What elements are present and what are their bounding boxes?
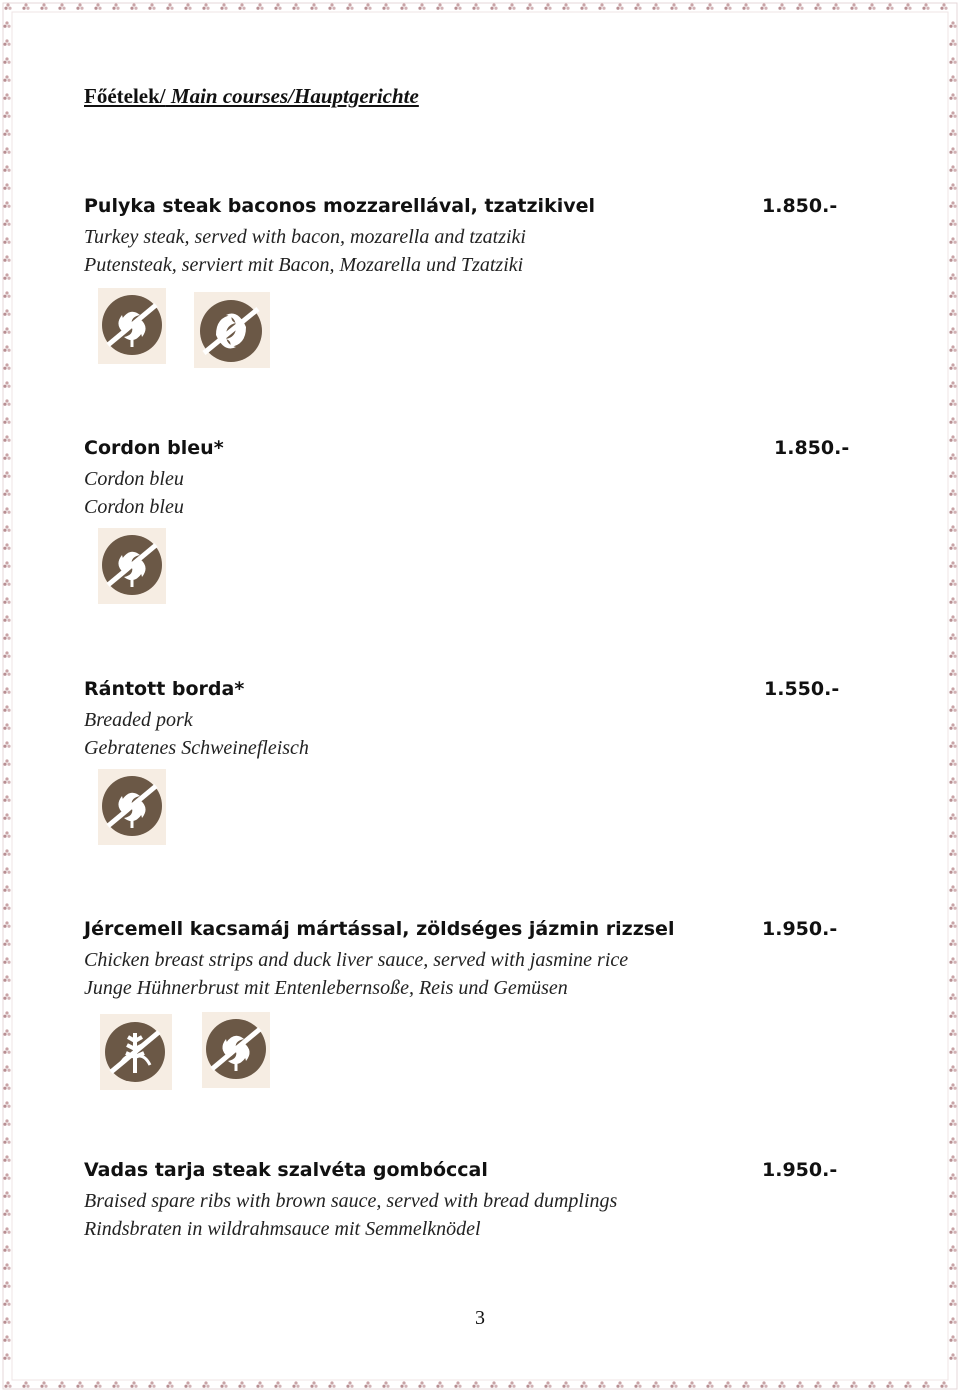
border-flower [949, 507, 956, 513]
border-flower [949, 759, 956, 765]
border-flower [949, 777, 956, 783]
menu-item [84, 437, 850, 521]
border-flower [3, 543, 10, 549]
border-flower [949, 1209, 956, 1215]
border-flower [3, 363, 10, 369]
border-flower [949, 57, 956, 63]
border-flower [949, 273, 956, 279]
border-flower [949, 1083, 956, 1089]
border-flower [256, 3, 263, 9]
border-flower [949, 741, 956, 747]
border-flower [310, 1381, 317, 1387]
border-flower [508, 3, 515, 9]
item-price: 1.950.- [762, 1159, 838, 1181]
border-flower [850, 1381, 857, 1387]
border-flower [166, 1381, 173, 1387]
border-flower [220, 1381, 227, 1387]
border-flower [382, 1381, 389, 1387]
item-german: Gebratenes Schweinefleisch [84, 737, 309, 759]
border-flower [3, 111, 10, 117]
border-flower [949, 795, 956, 801]
border-flower [3, 183, 10, 189]
border-flower [949, 471, 956, 477]
border-flower [3, 1173, 10, 1179]
border-flower [238, 1381, 245, 1387]
border-flower [346, 3, 353, 9]
item-name: Vadas tarja steak szalvéta gombóccal [84, 1159, 488, 1181]
border-flower [3, 651, 10, 657]
border-flower [364, 3, 371, 9]
border-flower [3, 1227, 10, 1233]
border-flower [382, 3, 389, 9]
border-flower [796, 3, 803, 9]
border-flower [3, 309, 10, 315]
border-flower [634, 3, 641, 9]
border-flower [3, 633, 10, 639]
border-flower [3, 993, 10, 999]
border-flower [220, 3, 227, 9]
border-flower [94, 3, 101, 9]
border-flower [949, 417, 956, 423]
border-flower [3, 759, 10, 765]
border-flower [3, 831, 10, 837]
border-flower [949, 39, 956, 45]
item-english: Chicken breast strips and duck liver sauce, served with jasmine rice [84, 949, 629, 971]
border-flower [949, 453, 956, 459]
border-flower [3, 165, 10, 171]
border-flower [904, 3, 911, 9]
border-flower [3, 615, 10, 621]
border-flower [949, 381, 956, 387]
item-english: Braised spare ribs with brown sauce, served with bread dumplings [84, 1190, 618, 1212]
border-flower [3, 471, 10, 477]
border-flower [148, 1381, 155, 1387]
border-flower [202, 3, 209, 9]
page-number: 3 [475, 1307, 485, 1329]
border-flower [3, 345, 10, 351]
border-flower [292, 1381, 299, 1387]
border-flower [3, 723, 10, 729]
border-flower [778, 1381, 785, 1387]
border-flower [3, 975, 10, 981]
border-flower [706, 3, 713, 9]
border-flower [3, 795, 10, 801]
border-flower [3, 597, 10, 603]
item-price: 1.850.- [774, 437, 850, 459]
item-price: 1.950.- [762, 918, 838, 940]
border-flower [3, 417, 10, 423]
border-flower [949, 831, 956, 837]
border-flower [940, 1381, 947, 1387]
border-flower [3, 129, 10, 135]
menu-item [84, 1159, 844, 1243]
border-flower [949, 849, 956, 855]
border-flower [3, 813, 10, 819]
border-flower [949, 723, 956, 729]
border-flower [949, 93, 956, 99]
border-flower [688, 3, 695, 9]
item-english: Turkey steak, served with bacon, mozarella and tzatziki [84, 226, 526, 248]
no-lactose-icon [194, 292, 270, 368]
border-flower [949, 345, 956, 351]
border-flower [148, 3, 155, 9]
border-flower [949, 1191, 956, 1197]
border-flower [949, 111, 956, 117]
border-flower [949, 561, 956, 567]
border-flower [742, 3, 749, 9]
no-gluten-icon [202, 1012, 270, 1088]
border-flower [832, 3, 839, 9]
border-flower [3, 327, 10, 333]
border-flower [3, 39, 10, 45]
border-flower [949, 363, 956, 369]
border-flower [3, 777, 10, 783]
border-flower [346, 1381, 353, 1387]
border-flower [949, 633, 956, 639]
border-flower [472, 3, 479, 9]
border-flower [544, 3, 551, 9]
border-flower [724, 1381, 731, 1387]
border-flower [3, 147, 10, 153]
border-flower [40, 1381, 47, 1387]
border-flower [130, 3, 137, 9]
border-flower [949, 1047, 956, 1053]
border-flower [949, 885, 956, 891]
border-flower [949, 309, 956, 315]
border-flower [949, 219, 956, 225]
border-flower [436, 3, 443, 9]
border-flower [292, 3, 299, 9]
border-flower [949, 147, 956, 153]
border-flower [949, 201, 956, 207]
border-flower [3, 1263, 10, 1269]
border-flower [949, 1173, 956, 1179]
border-flower [94, 1381, 101, 1387]
border-flower [634, 1381, 641, 1387]
border-flower [616, 3, 623, 9]
border-flower [850, 3, 857, 9]
border-flower [949, 1155, 956, 1161]
border-flower [949, 813, 956, 819]
border-flower [598, 3, 605, 9]
item-name: Jércemell kacsamáj mártással, zöldséges jázmin rizzsel [84, 918, 675, 940]
border-flower [310, 3, 317, 9]
border-flower [364, 1381, 371, 1387]
border-flower [949, 867, 956, 873]
border-flower [3, 489, 10, 495]
border-flower [3, 1191, 10, 1197]
border-flower [184, 3, 191, 9]
border-flower [400, 1381, 407, 1387]
border-flower [184, 1381, 191, 1387]
border-flower [454, 1381, 461, 1387]
border-flower [949, 939, 956, 945]
border-flower [949, 1227, 956, 1233]
border-flower [949, 1119, 956, 1125]
border-flower [949, 975, 956, 981]
border-flower [949, 993, 956, 999]
border-flower [949, 615, 956, 621]
no-gluten-icon [98, 769, 166, 845]
border-flower [3, 75, 10, 81]
border-flower [526, 3, 533, 9]
item-price: 1.550.- [764, 678, 840, 700]
item-price: 1.850.- [762, 195, 838, 217]
item-german: Cordon bleu [84, 496, 184, 518]
border-flower [949, 651, 956, 657]
border-flower [949, 705, 956, 711]
border-flower [508, 1381, 515, 1387]
border-flower [949, 597, 956, 603]
border-flower [940, 3, 947, 9]
border-flower [58, 1381, 65, 1387]
item-german: Junge Hühnerbrust mit Entenlebernsoße, Reis und Gemüsen [84, 977, 568, 999]
border-flower [490, 1381, 497, 1387]
border-flower [3, 1029, 10, 1035]
border-flower [922, 1381, 929, 1387]
border-flower [949, 291, 956, 297]
border-flower [886, 1381, 893, 1387]
border-flower [3, 867, 10, 873]
border-flower [868, 1381, 875, 1387]
border-flower [3, 957, 10, 963]
border-flower [814, 3, 821, 9]
border-flower [3, 93, 10, 99]
border-flower [3, 1281, 10, 1287]
border-flower [949, 1263, 956, 1269]
border-flower [3, 201, 10, 207]
border-flower [706, 1381, 713, 1387]
border-flower [742, 1381, 749, 1387]
border-flower [436, 1381, 443, 1387]
border-flower [3, 1299, 10, 1305]
item-english: Breaded pork [84, 709, 193, 731]
border-flower [454, 3, 461, 9]
border-flower [3, 939, 10, 945]
border-flower [949, 903, 956, 909]
border-flower [3, 1011, 10, 1017]
border-flower [562, 1381, 569, 1387]
border-flower [4, 3, 11, 9]
border-flower [328, 3, 335, 9]
border-flower [3, 687, 10, 693]
border-flower [58, 3, 65, 9]
border-flower [3, 255, 10, 261]
border-flower [3, 291, 10, 297]
border-flower [3, 273, 10, 279]
section-heading [84, 84, 419, 109]
border-flower [76, 3, 83, 9]
border-flower [949, 921, 956, 927]
border-flower [3, 885, 10, 891]
border-flower [868, 3, 875, 9]
border-flower [3, 1335, 10, 1341]
border-flower [562, 3, 569, 9]
menu-item [84, 195, 844, 279]
border-flower [3, 399, 10, 405]
border-flower [949, 489, 956, 495]
item-name: Rántott borda* [84, 678, 245, 700]
heading-hungarian: Főételek/ [84, 84, 166, 108]
border-flower [949, 435, 956, 441]
item-name: Pulyka steak baconos mozzarellával, tzatzikivel [84, 195, 596, 217]
border-flower [949, 579, 956, 585]
border-flower [256, 1381, 263, 1387]
border-flower [112, 3, 119, 9]
border-flower [3, 1083, 10, 1089]
border-flower [166, 3, 173, 9]
border-flower [949, 129, 956, 135]
border-flower [949, 237, 956, 243]
border-flower [3, 237, 10, 243]
border-flower [3, 525, 10, 531]
item-german: Rindsbraten in wildrahmsauce mit Semmelknödel [84, 1218, 481, 1240]
border-flower [949, 21, 956, 27]
border-flower [3, 219, 10, 225]
border-flower [670, 3, 677, 9]
border-flower [3, 453, 10, 459]
border-flower [949, 1137, 956, 1143]
border-flower [3, 1119, 10, 1125]
border-flower [778, 3, 785, 9]
border-flower [949, 1281, 956, 1287]
border-flower [3, 903, 10, 909]
no-gluten-icon [98, 528, 166, 604]
border-flower [949, 669, 956, 675]
border-flower [526, 1381, 533, 1387]
border-flower [670, 1381, 677, 1387]
border-flower [22, 3, 29, 9]
border-flower [3, 1245, 10, 1251]
border-flower [949, 399, 956, 405]
border-flower [922, 3, 929, 9]
border-flower [40, 3, 47, 9]
border-flower [949, 525, 956, 531]
border-flower [949, 1245, 956, 1251]
border-flower [949, 1353, 956, 1359]
border-flower [3, 435, 10, 441]
border-flower [580, 3, 587, 9]
border-flower [580, 1381, 587, 1387]
item-english: Cordon bleu [84, 468, 184, 490]
border-flower [760, 1381, 767, 1387]
border-flower [3, 1101, 10, 1107]
border-flower [814, 1381, 821, 1387]
border-flower [472, 1381, 479, 1387]
border-flower [949, 543, 956, 549]
border-flower [3, 1353, 10, 1359]
border-flower [418, 3, 425, 9]
border-flower [3, 57, 10, 63]
border-flower [3, 1155, 10, 1161]
border-flower [949, 165, 956, 171]
border-flower [949, 255, 956, 261]
border-flower [3, 507, 10, 513]
border-flower [3, 21, 10, 27]
border-flower [949, 957, 956, 963]
border-flower [949, 183, 956, 189]
border-flower [328, 1381, 335, 1387]
border-flower [3, 561, 10, 567]
border-flower [949, 75, 956, 81]
border-flower [274, 1381, 281, 1387]
item-name: Cordon bleu* [84, 437, 224, 459]
border-flower [652, 1381, 659, 1387]
border-flower [490, 3, 497, 9]
border-flower [949, 1335, 956, 1341]
border-flower [3, 705, 10, 711]
border-flower [400, 3, 407, 9]
border-flower [3, 579, 10, 585]
border-flower [949, 327, 956, 333]
border-flower [418, 1381, 425, 1387]
border-flower [760, 3, 767, 9]
border-flower [76, 1381, 83, 1387]
no-wheat-icon [100, 1014, 172, 1090]
border-flower [3, 1047, 10, 1053]
border-flower [949, 1299, 956, 1305]
border-flower [949, 1065, 956, 1071]
border-flower [130, 1381, 137, 1387]
border-flower [112, 1381, 119, 1387]
border-flower [3, 741, 10, 747]
border-flower [238, 3, 245, 9]
border-flower [688, 1381, 695, 1387]
border-flower [544, 1381, 551, 1387]
border-flower [202, 1381, 209, 1387]
border-flower [274, 3, 281, 9]
border-flower [3, 849, 10, 855]
border-flower [3, 921, 10, 927]
border-flower [4, 1381, 11, 1387]
border-flower [652, 3, 659, 9]
border-flower [616, 1381, 623, 1387]
border-flower [796, 1381, 803, 1387]
menu-item [84, 678, 844, 762]
item-german: Putensteak, serviert mit Bacon, Mozarella und Tzatziki [84, 254, 524, 276]
no-gluten-icon [98, 288, 166, 364]
border-flower [949, 1011, 956, 1017]
border-flower [22, 1381, 29, 1387]
border-flower [3, 1065, 10, 1071]
border-flower [832, 1381, 839, 1387]
border-flower [949, 1101, 956, 1107]
border-flower [886, 3, 893, 9]
border-flower [3, 381, 10, 387]
border-flower [598, 1381, 605, 1387]
border-flower [904, 1381, 911, 1387]
border-flower [3, 1209, 10, 1215]
border-flower [3, 669, 10, 675]
border-flower [3, 1137, 10, 1143]
border-flower [724, 3, 731, 9]
heading-english-german: Main courses/Hauptgerichte [165, 84, 419, 108]
border-flower [949, 687, 956, 693]
border-flower [949, 1029, 956, 1035]
menu-item [84, 918, 844, 1002]
